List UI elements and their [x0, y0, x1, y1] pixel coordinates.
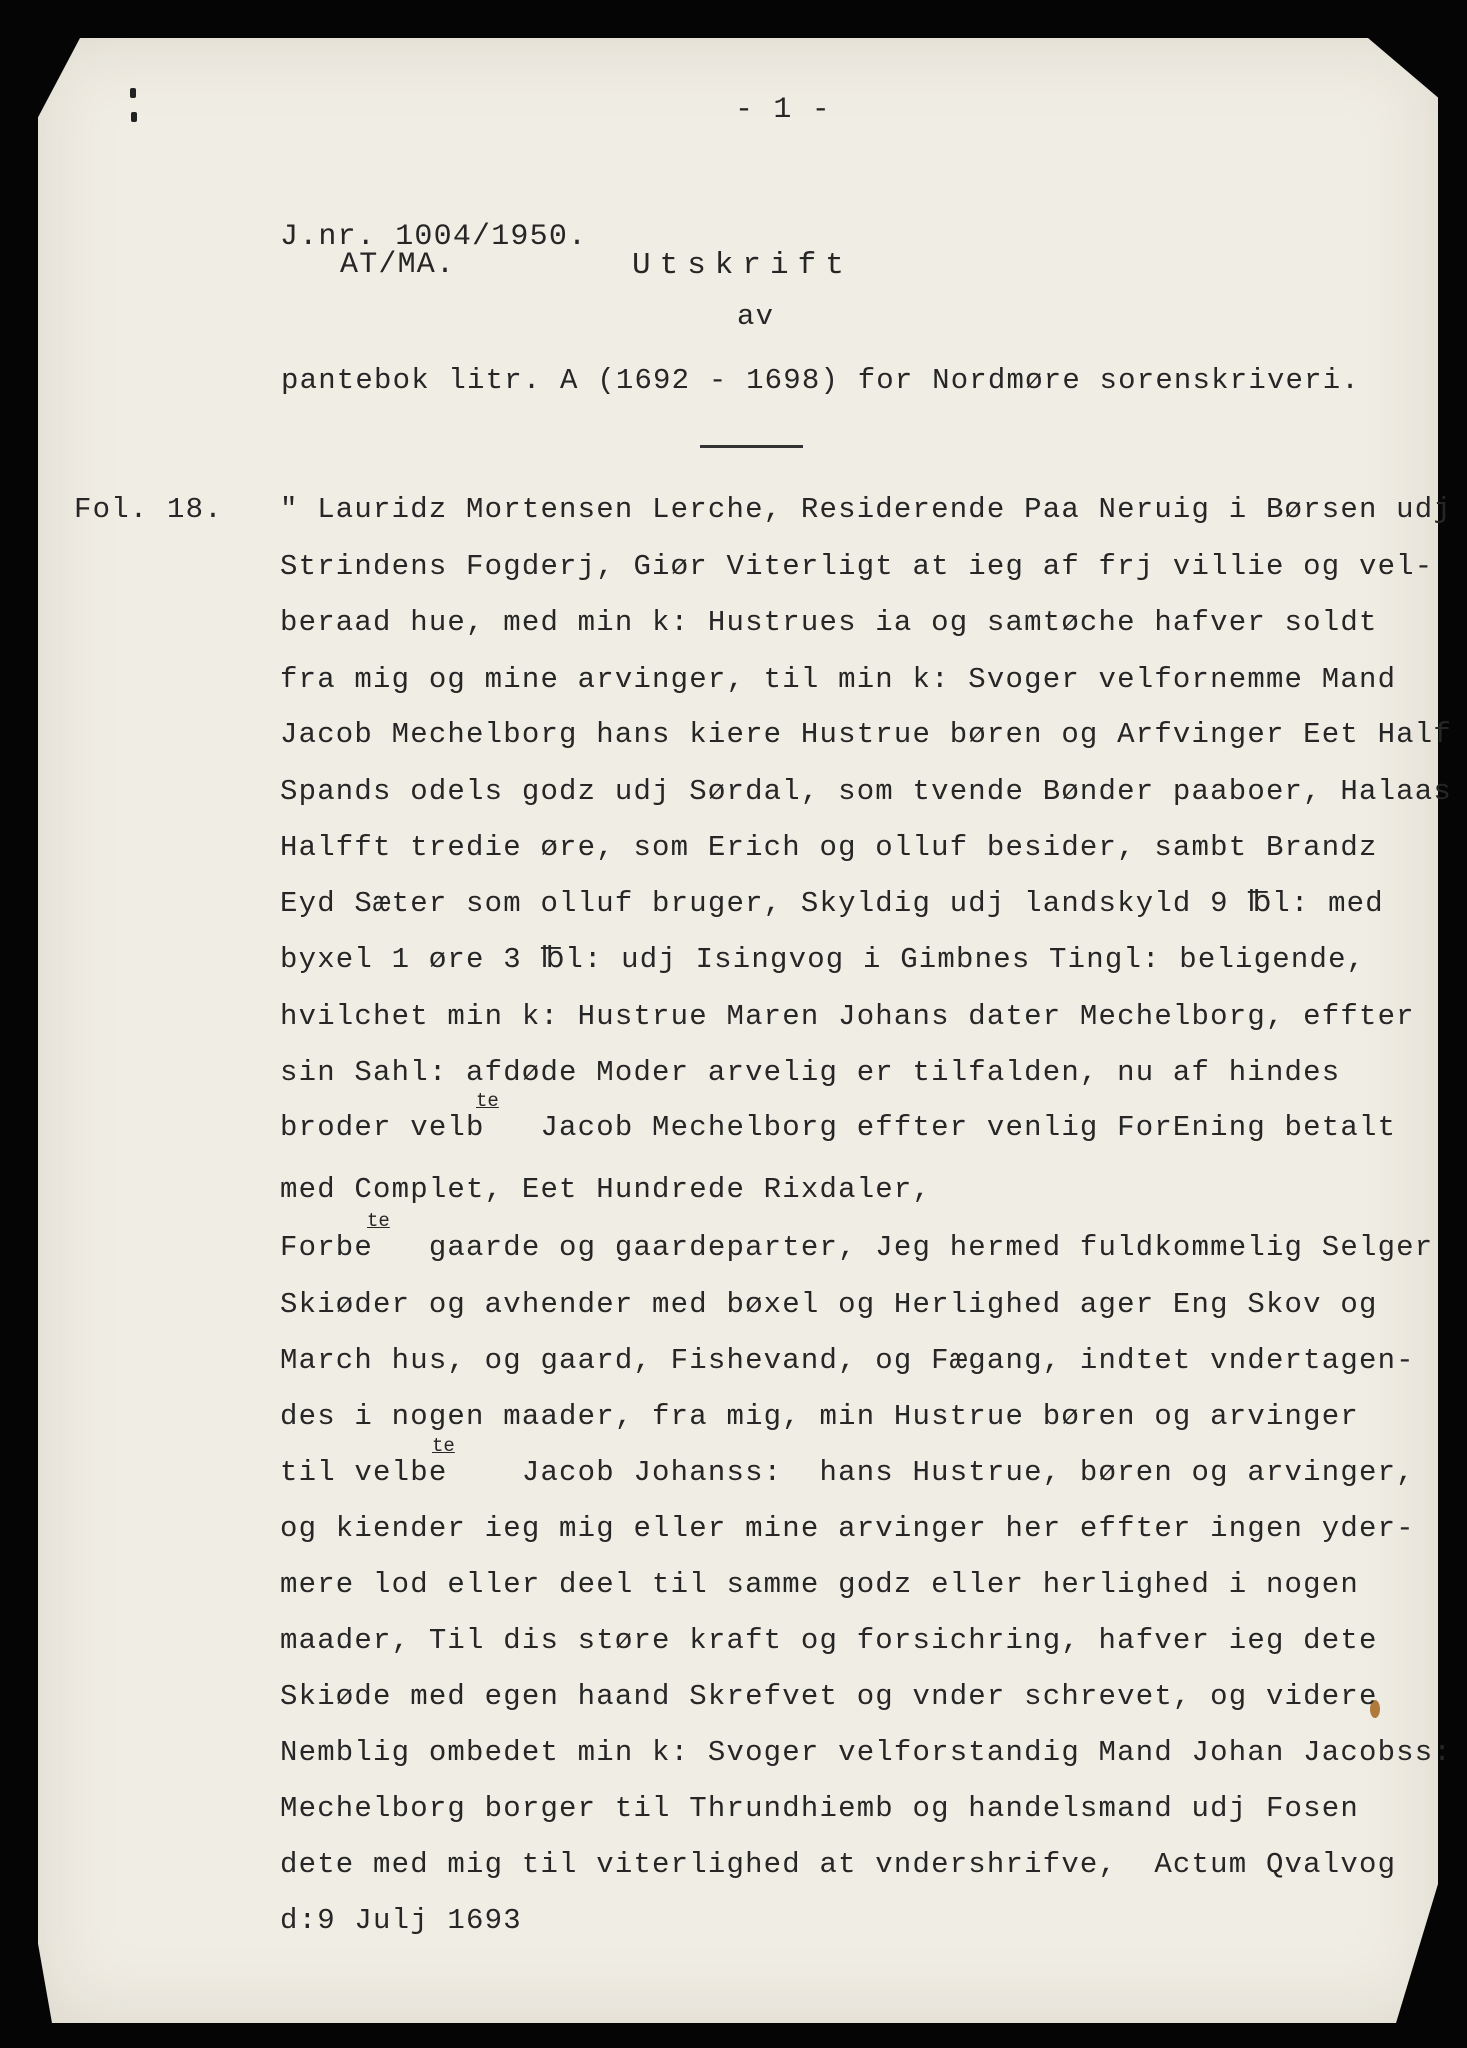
body-line: " Lauridz Mortensen Lerche, Residerende Paa Neruig i Børsen udj [280, 493, 1452, 526]
body-line: dete med mig til viterlighed at vndershrifve, Actum Qvalvog [280, 1848, 1397, 1881]
body-line: beraad hue, med min k: Hustrues ia og samtøche hafver soldt [280, 606, 1378, 639]
title-av: av [737, 300, 775, 333]
body-line: med Complet, Eet Hundrede Rixdaler, [280, 1173, 932, 1206]
body-line: Mechelborg borger til Thrundhiemb og handelsmand udj Fosen [280, 1792, 1359, 1825]
document-title: Utskrift [632, 248, 853, 283]
body-line: broder velb Jacob Mechelborg effter venlig ForEning betalt [280, 1111, 1397, 1144]
body-line: Skiøder og avhender med bøxel og Herlighed ager Eng Skov og [280, 1288, 1378, 1321]
initials: AT/MA. [340, 248, 456, 282]
body-line: sin Sahl: afdøde Moder arvelig er tilfalden, nu af hindes [280, 1056, 1341, 1089]
document-subtitle: pantebok litr. A (1692 - 1698) for Nordmøre sorenskriveri. [281, 364, 1360, 397]
body-line: d:9 Julj 1693 [280, 1904, 522, 1937]
body-line: March hus, og gaard, Fishevand, og Fægang, indtet vndertagen- [280, 1344, 1415, 1377]
body-line: Skiøde med egen haand Skrefvet og vnder schrevet, og videre [280, 1680, 1378, 1713]
body-line: hvilchet min k: Hustrue Maren Johans dater Mechelborg, effter [280, 1000, 1415, 1033]
body-line: Eyd Sæter som olluf bruger, Skyldig udj landskyld 9 ℔l: med [280, 887, 1384, 920]
journal-number: J.nr. 1004/1950. [280, 220, 588, 254]
body-line: des i nogen maader, fra mig, min Hustrue børen og arvinger [280, 1400, 1359, 1433]
body-line: Strindens Fogderj, Giør Viterligt at ieg af frj villie og vel- [280, 550, 1434, 583]
body-line: Nemblig ombedet min k: Svoger velforstandig Mand Johan Jacobss: [280, 1736, 1452, 1769]
body-line: til velbe Jacob Johanss: hans Hustrue, børen og arvinger, [280, 1456, 1415, 1489]
superscript-te: te [367, 1210, 390, 1232]
body-line: Halfft tredie øre, som Erich og olluf besider, sambt Brandz [280, 831, 1378, 864]
body-line: Spands odels godz udj Sørdal, som tvende Bønder paaboer, Halaas [280, 775, 1452, 808]
punch-hole-mark [130, 88, 136, 98]
folio-reference: Fol. 18. [74, 493, 223, 526]
body-line: fra mig og mine arvinger, til min k: Svoger velfornemme Mand [280, 663, 1397, 696]
punch-hole-mark [131, 112, 137, 122]
page-number: - 1 - [735, 93, 832, 127]
divider-rule [700, 445, 803, 448]
superscript-te: te [432, 1435, 455, 1457]
body-line: Forbe gaarde og gaardeparter, Jeg hermed fuldkommelig Selger [280, 1231, 1434, 1264]
body-line: byxel 1 øre 3 ℔l: udj Isingvog i Gimbnes Tingl: beligende, [280, 943, 1366, 976]
body-line: Jacob Mechelborg hans kiere Hustrue børen og Arfvinger Eet Half [280, 718, 1452, 751]
body-line: mere lod eller deel til samme godz eller herlighed i nogen [280, 1568, 1359, 1601]
body-line: maader, Til dis støre kraft og forsichring, hafver ieg dete [280, 1624, 1378, 1657]
body-line: og kiender ieg mig eller mine arvinger her effter ingen yder- [280, 1512, 1415, 1545]
superscript-te: te [476, 1090, 499, 1112]
